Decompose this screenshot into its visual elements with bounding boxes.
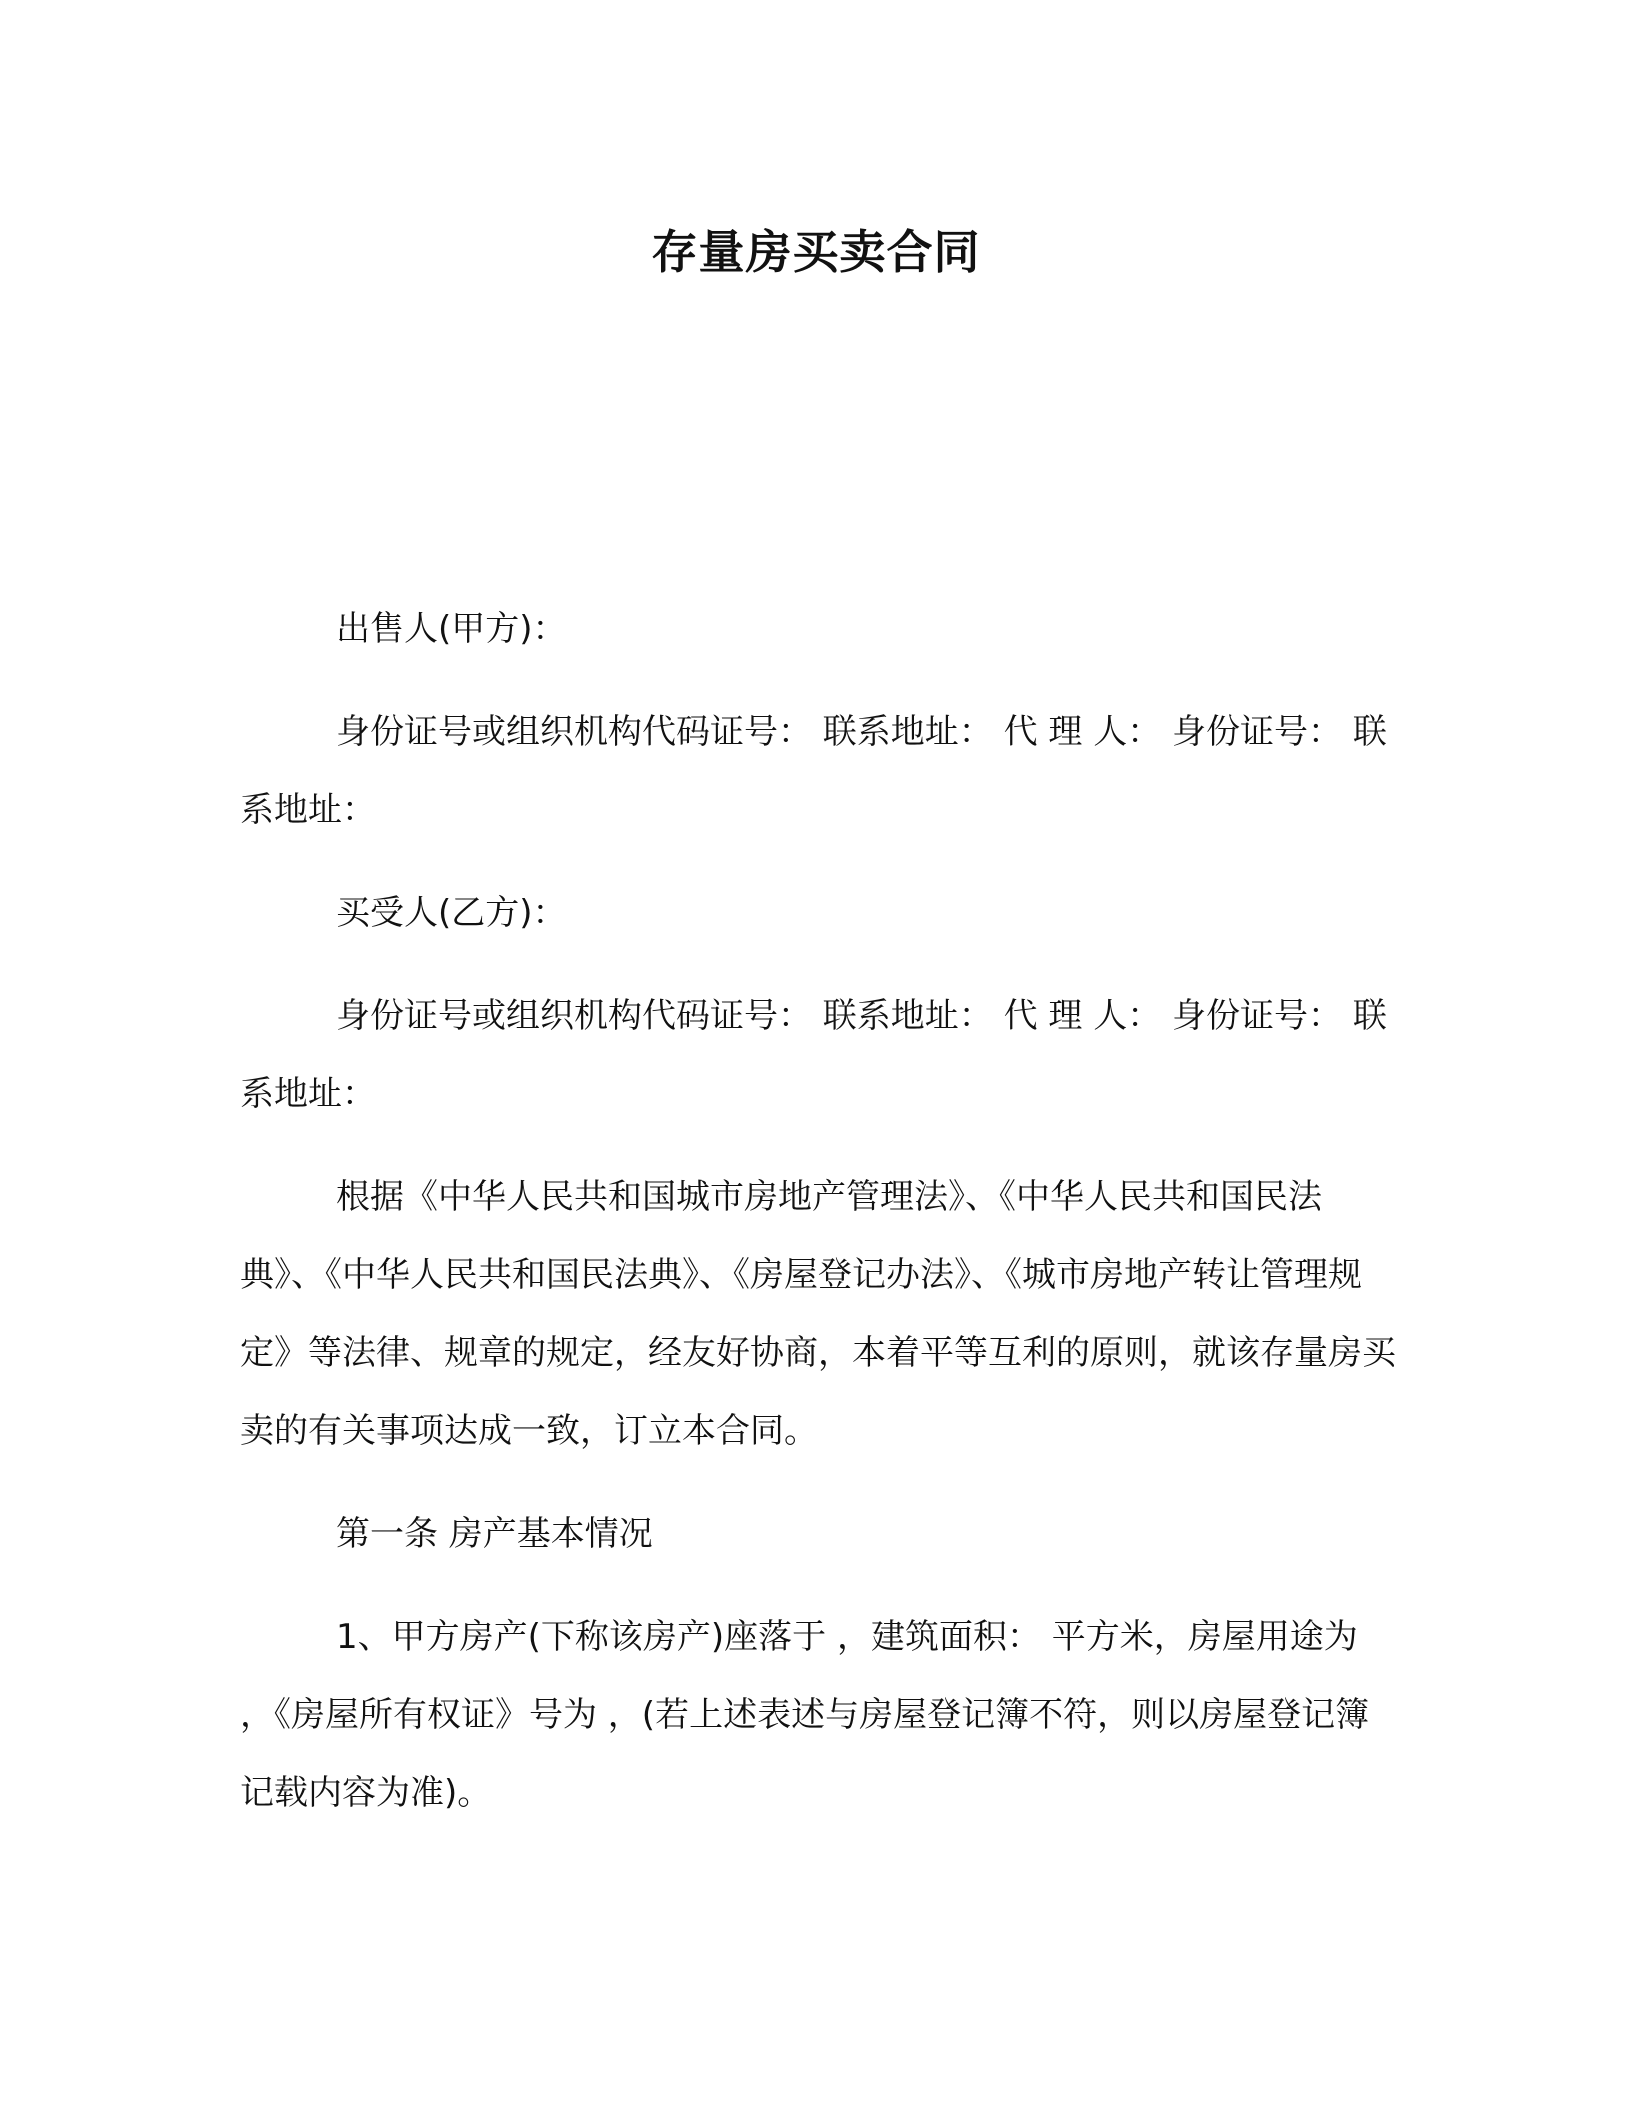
document-title: 存量房买卖合同 (651, 225, 981, 279)
buyer-details: 身份证号或组织机构代码证号： 联系地址： 代 理 人： 身份证号： 联系地址： (240, 996, 1387, 1114)
article-one-clause-1: 1、甲方房产(下称该房产)座落于 ，建筑面积： 平方米，房屋用途为 ，《房屋所有权证》号为 ，(若上述表述与房屋登记簿不符，则以房屋登记簿记载内容为准)。 (240, 1617, 1370, 1813)
buyer-label: 买受人(乙方)： (336, 893, 567, 933)
preamble-paragraph: 根据《中华人民共和国城市房地产管理法》、《中华人民共和国民法典》、《中华人民共和国民法典》、《房屋登记办法》、《城市房地产转让管理规定》等法律、规章的规定，经友好协商，本着平等互利的原则，就该存量房买卖的有关事项达成一致，订立本合同。 (240, 1177, 1396, 1451)
seller-details: 身份证号或组织机构代码证号： 联系地址： 代 理 人： 身份证号： 联系地址： (240, 712, 1387, 830)
seller-label: 出售人(甲方)： (336, 609, 567, 649)
article-one-heading: 第一条 房产基本情况 (336, 1514, 653, 1554)
document-body (240, 590, 1400, 1857)
